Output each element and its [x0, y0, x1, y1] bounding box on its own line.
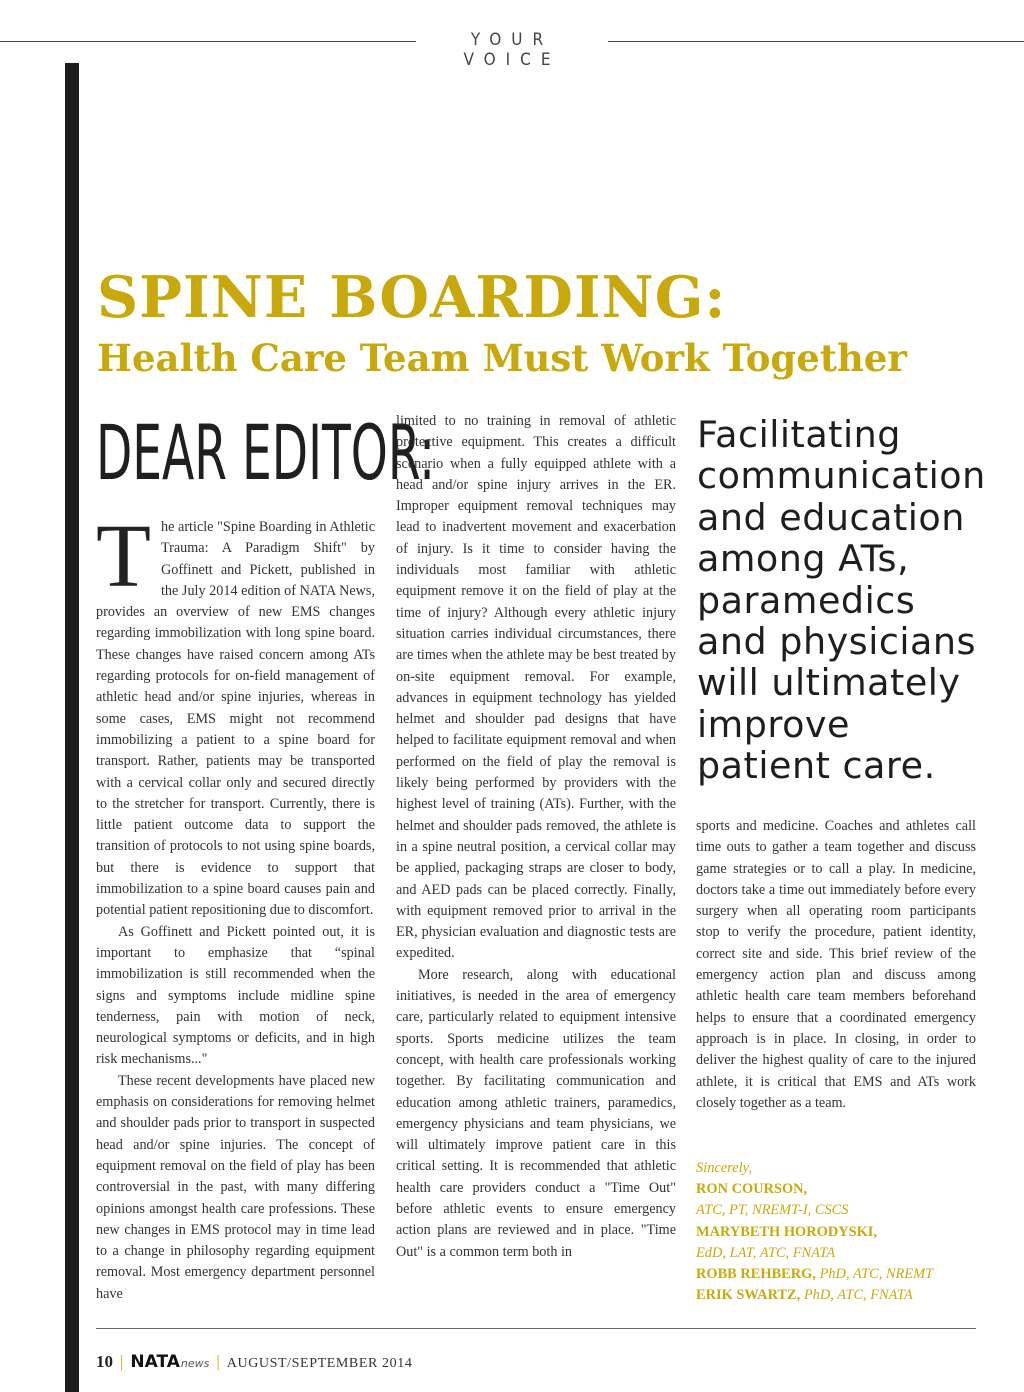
footer-brand-sub: news [180, 1357, 210, 1370]
body-column-3 [696, 816, 976, 1114]
footer-divider: | [120, 1352, 124, 1371]
page-number: 10 [96, 1352, 113, 1371]
side-accent-bar [65, 63, 79, 1392]
closing: Sincerely, [696, 1160, 752, 1176]
signoff-block [696, 1158, 996, 1306]
header-rule-left [0, 41, 416, 42]
pull-quote: Facilitating communication and education among ATs, paramedics and physicians will ultimately improve patient care. [697, 413, 986, 788]
signer-line [696, 1285, 996, 1306]
page-footer [96, 1352, 412, 1376]
signer-name: ERIK SWARTZ, [696, 1287, 801, 1304]
body-column-2 [396, 411, 676, 1263]
signer-name: ROBB REHBERG, [696, 1266, 816, 1283]
signer-name: RON COURSON, [696, 1181, 808, 1198]
signer-line [696, 1179, 996, 1200]
paragraph: More research, along with educational initiatives, is needed in the area of emergency care, particularly related to equipment intensive sports. Sports medicine utilizes the team concept, with health care professionals working together. By facilitating communication and education among athletic trainers, paramedics, emergency physicians and team physicians, we will ultimately improve patient care in this critical setting. It is recommended that athletic health care providers conduct a "Time Out" before athletic events to ensure emergency action plans are reviewed and in place. "Time Out" is a common term both in [396, 966, 676, 1260]
section-label: YOUR VOICE [463, 30, 561, 70]
signer-line [696, 1243, 996, 1264]
footer-rule [96, 1328, 976, 1329]
footer-divider: | [216, 1352, 220, 1371]
paragraph: limited to no training in removal of athletic protective equipment. This creates a difficult scenario when a fully equipped athlete with a head and/or spine injury arrives in the ER. Improper equipment removal techniques may lead to inadvertent movement and exacerbation of injury. Is it time to consider having the individuals most familiar with athletic equipment remove it on the field of play at the time of injury? Although every athletic injury situation carries individual circumstances, there are times when the athlete may be best treated by on-site equipment removal. For example, advances in equipment technology has yielded helmet and shoulder pad designs that have helped to facilitate equipment removal and when performed on the field of play the removal is likely being performed by providers with the highest level of training (ATs). Further, with the helmet and shoulder pads removed, the athlete is in a spine neutral position, a cervical collar may be applied, packaging straps are closer to body, and AED pads can be placed correctly. Finally, with equipment removed prior to arrival in the ER, physician evaluation and diagnostic tests are expedited. [396, 413, 676, 962]
signer-credentials: PhD, ATC, FNATA [803, 1287, 913, 1304]
article-title: SPINE BOARDING: [97, 264, 727, 331]
signer-line [696, 1222, 996, 1243]
footer-brand: NATA [130, 1352, 180, 1372]
body-column-1 [96, 507, 375, 1305]
signer-line [696, 1200, 996, 1221]
salutation: DEAR EDITOR: [96, 408, 436, 497]
signer-credentials: ATC, PT, NREMT-I, CSCS [696, 1202, 849, 1219]
paragraph [96, 507, 375, 922]
signer-credentials: EdD, LAT, ATC, FNATA [696, 1244, 836, 1261]
paragraph: sports and medicine. Coaches and athletes call time outs to gather a team together and discuss game strategies or to call a play. In medicine, doctors take a time out immediately before every surgery when all operating room participants stop to verify the procedure, patient identity, correct site and side. This brief review of the emergency action plan and discuss among athletic health care team members beforehand helps to ensure that a coordinated emergency approach is in place. In closing, in order to deliver the highest quality of care to the injured athlete, it is critical that EMS and ATs work closely together as a team. [696, 818, 976, 1111]
drop-cap: T [96, 507, 151, 606]
paragraph-text: he article "Spine Boarding in Athletic Trauma: A Paradigm Shift" by Goffinett and Pickett, published in the July 2014 edition of NATA News, provides an overview of new EMS changes regarding immobilization with long spine board. These changes have raised concern among ATs regarding protocols for on-field management of athletic head and/or spine injuries, whereas in some cases, EMS might not recommend immobilizing a patient to a spine board for transport. Rather, patients may be transported with a cervical collar only and secured directly to the stretcher for transport. Currently, there is little patient outcome data to support the transition of protocols to not using spine boards, but there is evidence to support that immobilization to a spine board causes pain and potential patient repositioning due to discomfort. [96, 519, 375, 919]
signer-name: MARYBETH HORODYSKI, [696, 1223, 877, 1240]
header-rule-right [608, 41, 1024, 42]
signer-credentials: PhD, ATC, NREMT [819, 1266, 934, 1283]
issue-date: AUGUST/SEPTEMBER 2014 [226, 1356, 413, 1371]
paragraph: As Goffinett and Pickett pointed out, it is important to emphasize that “spinal immobilization is still recommended when the signs and symptoms include midline spine tenderness, pain with motion of neck, neurological symptoms or deficits, and in high risk mechanisms..." [96, 923, 375, 1068]
signer-line [696, 1264, 996, 1285]
paragraph: These recent developments have placed new emphasis on considerations for removing helmet and shoulder pads prior to transport in suspected head and/or spine injuries. The concept of equipment removal on the field of play has been controversial in the past, with many differing opinions amongst health care professions. These new changes in EMS protocol may in time lead to a change in philosophy regarding equipment removal. Most emergency department personnel have [96, 1072, 375, 1302]
article-subtitle: Health Care Team Must Work Together [97, 336, 907, 380]
